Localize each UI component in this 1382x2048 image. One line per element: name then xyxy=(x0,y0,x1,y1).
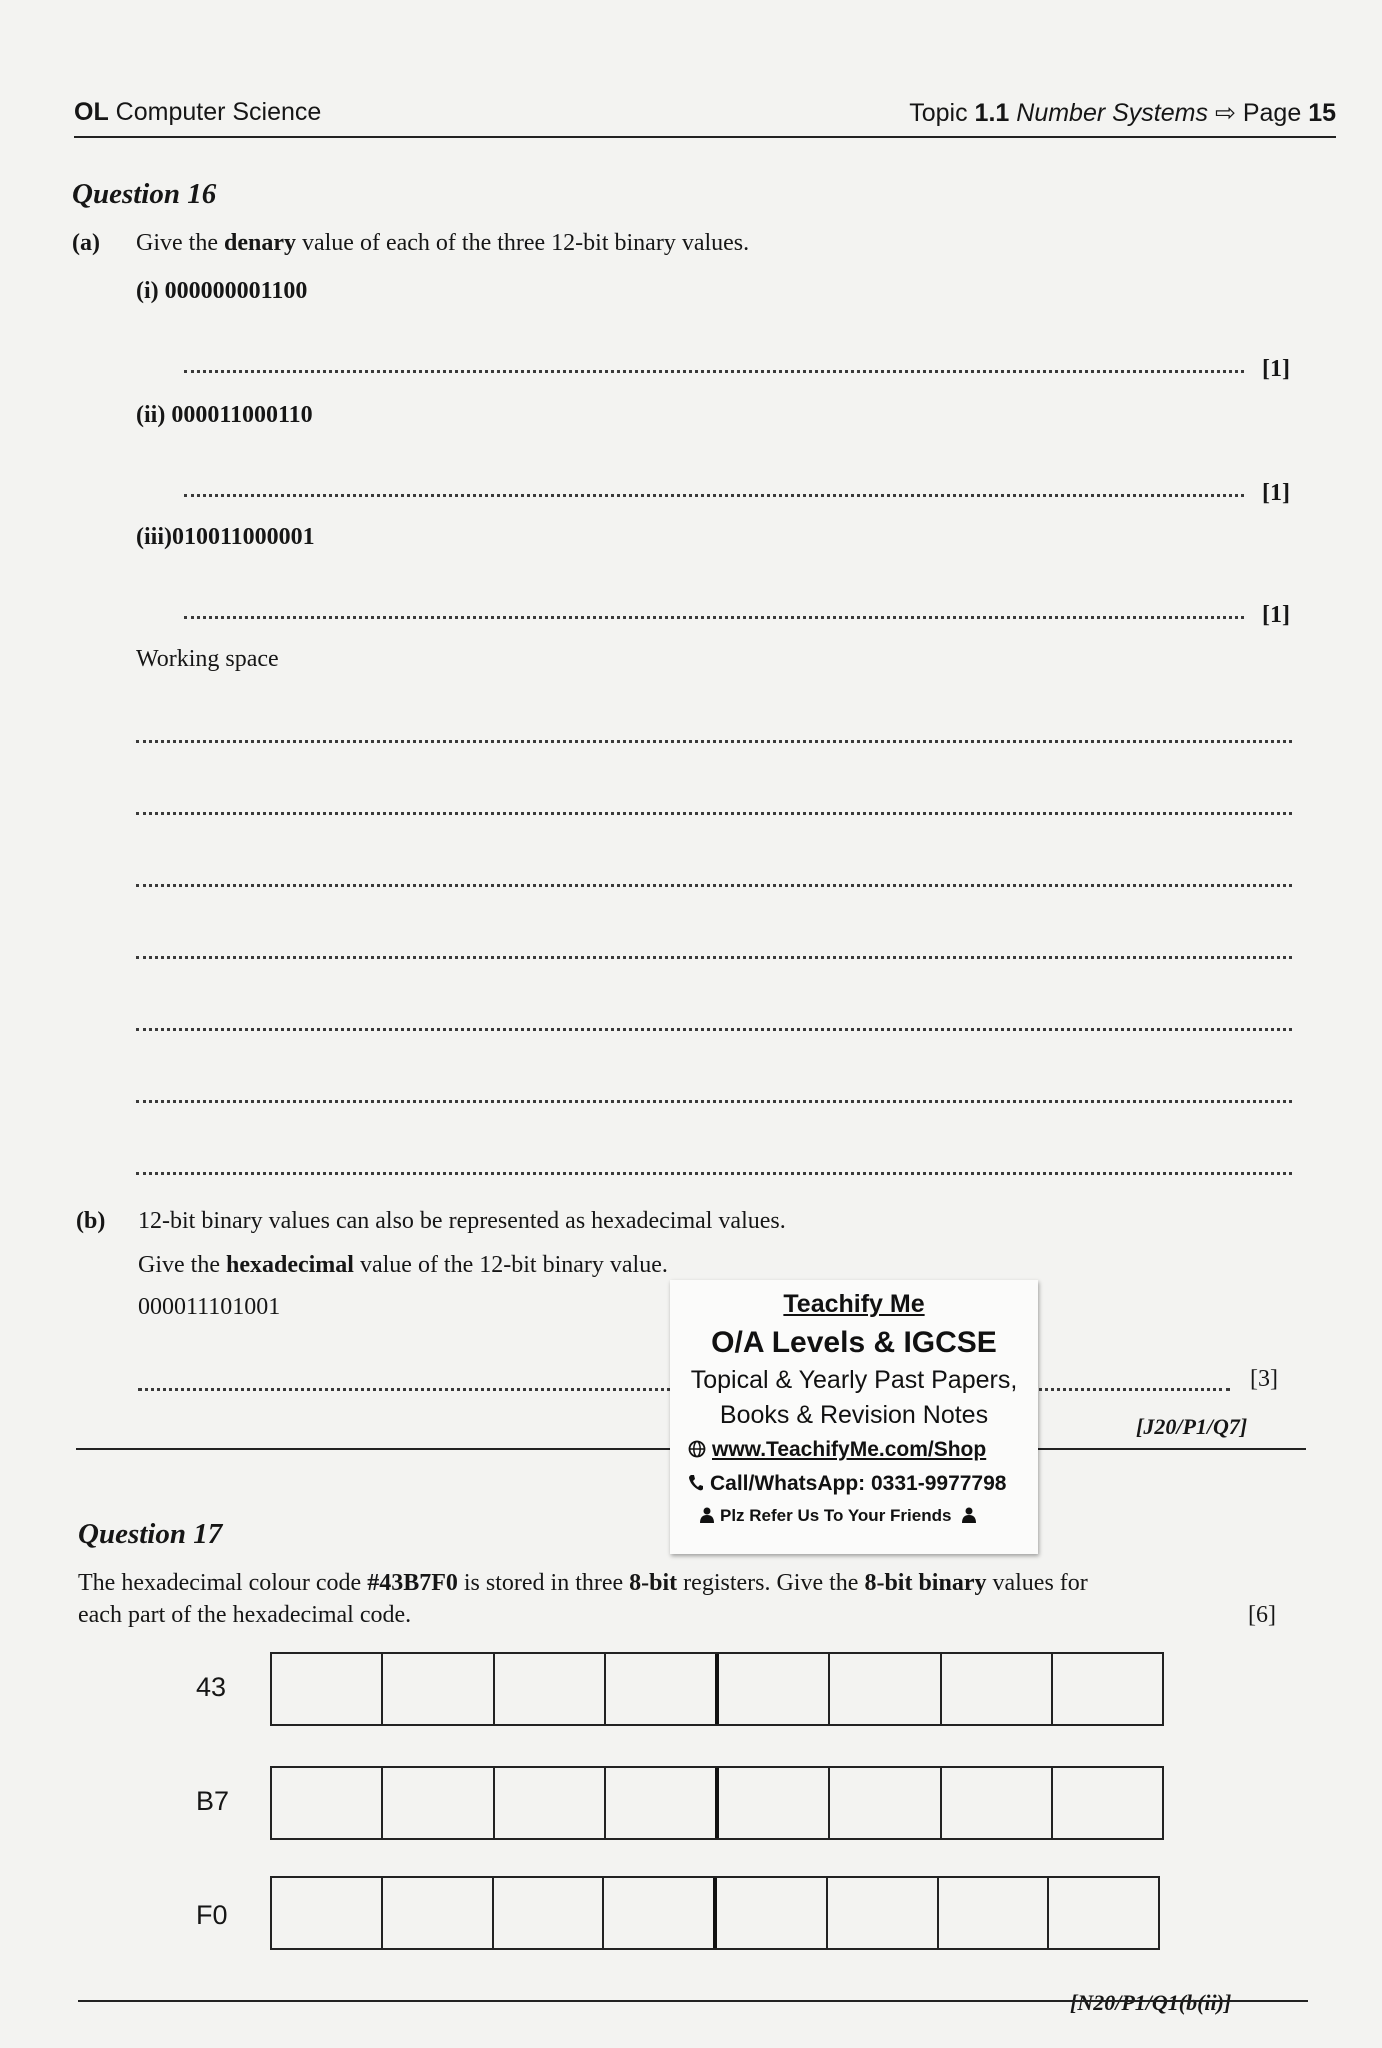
marks-q17: [6] xyxy=(1248,1602,1276,1628)
sticker-brand: Teachify Me xyxy=(783,1290,925,1318)
bit-cell[interactable] xyxy=(717,1878,828,1948)
reference-q16: [J20/P1/Q7] xyxy=(1136,1414,1248,1439)
person-icon xyxy=(700,1507,714,1528)
bit-cell[interactable] xyxy=(1053,1768,1162,1838)
bit-cell[interactable] xyxy=(830,1768,941,1838)
header-topic: Topic 1.1 Number Systems ⇨ Page 15 xyxy=(909,99,1336,127)
sticker-refer: Plz Refer Us To Your Friends xyxy=(700,1506,982,1528)
working-line[interactable] xyxy=(136,956,1292,959)
globe-icon xyxy=(688,1440,706,1464)
bit-cell[interactable] xyxy=(604,1878,717,1948)
working-line[interactable] xyxy=(136,1100,1292,1103)
question-17-title: Question 17 xyxy=(78,1518,223,1550)
register-label-f0: F0 xyxy=(196,1900,228,1930)
item-iii: (iii)010011000001 xyxy=(136,524,315,550)
arrow-right-icon: ⇨ xyxy=(1214,99,1236,127)
bit-cell[interactable] xyxy=(383,1654,494,1724)
answer-line-iii[interactable] xyxy=(184,616,1244,619)
bit-cell[interactable] xyxy=(719,1768,830,1838)
bit-cell[interactable] xyxy=(939,1878,1050,1948)
header-subject: OL Computer Science xyxy=(74,98,322,126)
bit-cell[interactable] xyxy=(828,1878,939,1948)
bit-cell[interactable] xyxy=(1049,1878,1158,1948)
working-line[interactable] xyxy=(136,1172,1292,1175)
reference-q17: [N20/P1/Q1(b(ii)] xyxy=(1070,1990,1232,2015)
working-line[interactable] xyxy=(136,884,1292,887)
register-grid-b7 xyxy=(270,1766,1164,1840)
register-grid-f0 xyxy=(270,1876,1160,1950)
bit-cell[interactable] xyxy=(272,1768,383,1838)
question-17-text-line2: each part of the hexadecimal code. xyxy=(78,1602,412,1628)
register-label-43: 43 xyxy=(196,1672,227,1702)
teachifyme-sticker xyxy=(670,1280,1038,1554)
part-b-label: (b) xyxy=(76,1208,106,1234)
item-i: (i) 000000001100 xyxy=(136,278,308,304)
part-a-question: Give the denary value of each of the three 12-bit binary values. xyxy=(136,230,750,256)
sticker-website-link[interactable]: www.TeachifyMe.com/Shop xyxy=(688,1438,986,1464)
answer-line-ii[interactable] xyxy=(184,494,1244,497)
marks-iii: [1] xyxy=(1262,602,1290,628)
working-line[interactable] xyxy=(136,812,1292,815)
bit-cell[interactable] xyxy=(494,1878,605,1948)
bit-cell[interactable] xyxy=(1053,1654,1162,1724)
bottom-divider xyxy=(78,2000,1308,2002)
bit-cell[interactable] xyxy=(942,1654,1053,1724)
bit-cell[interactable] xyxy=(719,1654,830,1724)
bit-cell[interactable] xyxy=(942,1768,1053,1838)
part-b-binary-value: 000011101001 xyxy=(138,1294,281,1320)
working-line[interactable] xyxy=(136,1028,1292,1031)
part-b-text: 12-bit binary values can also be represented as hexadecimal values. xyxy=(138,1208,786,1234)
person-icon xyxy=(962,1507,976,1528)
question-16-title: Question 16 xyxy=(72,178,217,210)
bit-cell[interactable] xyxy=(383,1878,494,1948)
working-line[interactable] xyxy=(136,740,1292,743)
marks-b: [3] xyxy=(1250,1366,1278,1392)
bit-cell[interactable] xyxy=(495,1654,606,1724)
marks-i: [1] xyxy=(1262,356,1290,382)
bit-cell[interactable] xyxy=(606,1654,719,1724)
part-a-label: (a) xyxy=(72,230,100,256)
sticker-levels: O/A Levels & IGCSE xyxy=(711,1326,997,1359)
item-ii: (ii) 000011000110 xyxy=(136,402,313,428)
sticker-phone: Call/WhatsApp: 0331-9977798 xyxy=(688,1472,1006,1498)
marks-ii: [1] xyxy=(1262,480,1290,506)
phone-icon xyxy=(688,1474,704,1498)
register-label-b7: B7 xyxy=(196,1786,230,1816)
bit-cell[interactable] xyxy=(606,1768,719,1838)
bit-cell[interactable] xyxy=(383,1768,494,1838)
register-grid-43 xyxy=(270,1652,1164,1726)
question-17-text: The hexadecimal colour code #43B7F0 is stored in three 8-bit registers. Give the 8-bit binary values for xyxy=(78,1570,1088,1596)
working-space-label: Working space xyxy=(136,646,279,672)
bit-cell[interactable] xyxy=(272,1654,383,1724)
bit-cell[interactable] xyxy=(495,1768,606,1838)
part-b-question: Give the hexadecimal value of the 12-bit binary value. xyxy=(138,1252,668,1278)
sticker-books: Books & Revision Notes xyxy=(719,1401,989,1429)
answer-line-i[interactable] xyxy=(184,370,1244,373)
bit-cell[interactable] xyxy=(830,1654,941,1724)
sticker-papers: Topical & Yearly Past Papers, xyxy=(690,1366,1018,1394)
bit-cell[interactable] xyxy=(272,1878,383,1948)
page-header xyxy=(74,96,1336,138)
